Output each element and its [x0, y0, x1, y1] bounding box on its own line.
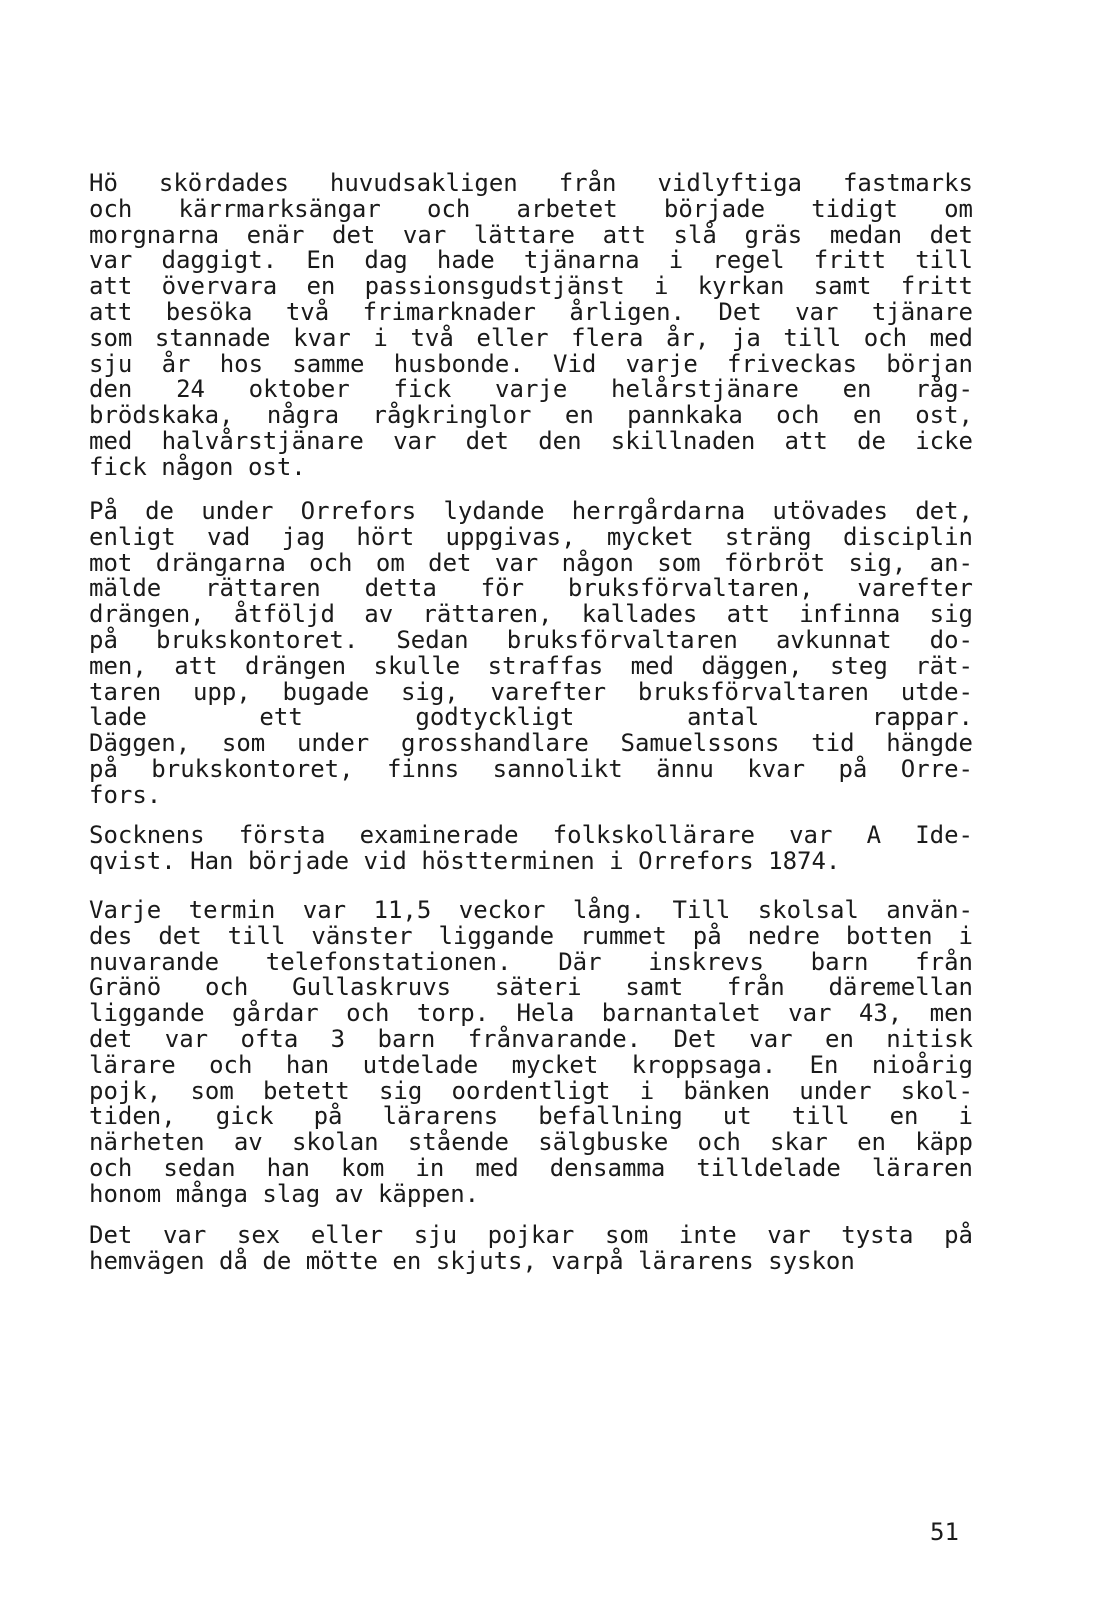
text-line: närheten av skolan stående sälgbuske och skar en käpp [89, 1128, 973, 1157]
text-line: Socknens första examinerade folkskollärare var A Ide- [89, 821, 973, 849]
paragraph-hay-and-servants [89, 171, 973, 481]
text-line: och sedan han kom in med densamma tilldelade läraren [89, 1153, 973, 1182]
text-line: det var ofta 3 barn frånvarande. Det var en nitisk [89, 1024, 973, 1053]
page-number: 51 [930, 1518, 959, 1546]
text-line: mälde rättaren detta för bruksförvaltaren, varefter [89, 574, 973, 603]
text-line: pojk, som betett sig oordentligt i bänken under skol- [89, 1076, 973, 1105]
text-line: honom många slag av käppen. [89, 1179, 480, 1208]
text-line: att övervara en passionsgudstjänst i kyrkan samt fritt [89, 272, 973, 301]
text-line: tiden, gick på lärarens befallning ut till en i [89, 1102, 973, 1131]
text-line: sju år hos samme husbonde. Vid varje friveckas början [89, 349, 973, 378]
text-line: taren upp, bugade sig, varefter bruksförvaltaren utde- [89, 677, 973, 706]
text-line: enligt vad jag hört uppgivas, mycket sträng disciplin [89, 522, 973, 551]
text-line: drängen, åtföljd av rättaren, kallades att infinna sig [89, 600, 973, 629]
text-line: hemvägen då de mötte en skjuts, varpå lärarens syskon [89, 1246, 855, 1275]
text-line: med halvårstjänare var det den skillnaden att de icke [89, 426, 973, 455]
text-line: den 24 oktober fick varje helårstjänare en råg- [89, 375, 973, 404]
text-line: des det till vänster liggande rummet på nedre botten i [89, 921, 973, 950]
text-line: att besöka två frimarknader årligen. Det var tjänare [89, 297, 973, 326]
text-line: lade ett godtyckligt antal rappar. [89, 703, 973, 732]
text-line: på brukskontoret. Sedan bruksförvaltaren avkunnat do- [89, 625, 973, 654]
text-line: På de under Orrefors lydande herrgårdarna utövades det, [89, 497, 973, 525]
paragraph-school-term [89, 898, 973, 1208]
text-line: fick någon ost. [89, 452, 306, 481]
text-line: var daggigt. En dag hade tjänarna i regel fritt till [89, 246, 973, 275]
text-line: morgnarna enär det var lättare att slå gräs medan det [89, 220, 973, 249]
text-line: Gränö och Gullaskruvs säteri samt från däremellan [89, 973, 973, 1002]
text-line: mot drängarna och om det var någon som förbröt sig, an- [89, 548, 973, 577]
text-line: fors. [89, 780, 162, 809]
paragraph-discipline [89, 499, 973, 809]
text-line: Däggen, som under grosshandlare Samuelssons tid hängde [89, 729, 973, 758]
text-line: men, att drängen skulle straffas med däggen, steg rät- [89, 651, 973, 680]
text-line: och kärrmarksängar och arbetet började tidigt om [89, 194, 973, 223]
text-line: Varje termin var 11,5 veckor lång. Till skolsal använ- [89, 896, 973, 924]
paragraph-boys-on-way-home [89, 1223, 973, 1275]
text-line: som stannade kvar i två eller flera år, ja till och med [89, 323, 973, 352]
text-line: liggande gårdar och torp. Hela barnantalet var 43, men [89, 999, 973, 1028]
text-line: Det var sex eller sju pojkar som inte var tysta på [89, 1221, 973, 1249]
text-line: brödskaka, några rågkringlor en pannkaka och en ost, [89, 401, 973, 430]
text-line: Hö skördades huvudsakligen från vidlyftiga fastmarks [89, 169, 973, 197]
text-line: qvist. Han började vid höstterminen i Orrefors 1874. [89, 846, 841, 875]
text-line: lärare och han utdelade mycket kroppsaga. En nioårig [89, 1050, 973, 1079]
text-line: nuvarande telefonstationen. Där inskrevs barn från [89, 947, 973, 976]
paragraph-first-teacher [89, 823, 973, 875]
text-line: på brukskontoret, finns sannolikt ännu kvar på Orre- [89, 754, 973, 783]
